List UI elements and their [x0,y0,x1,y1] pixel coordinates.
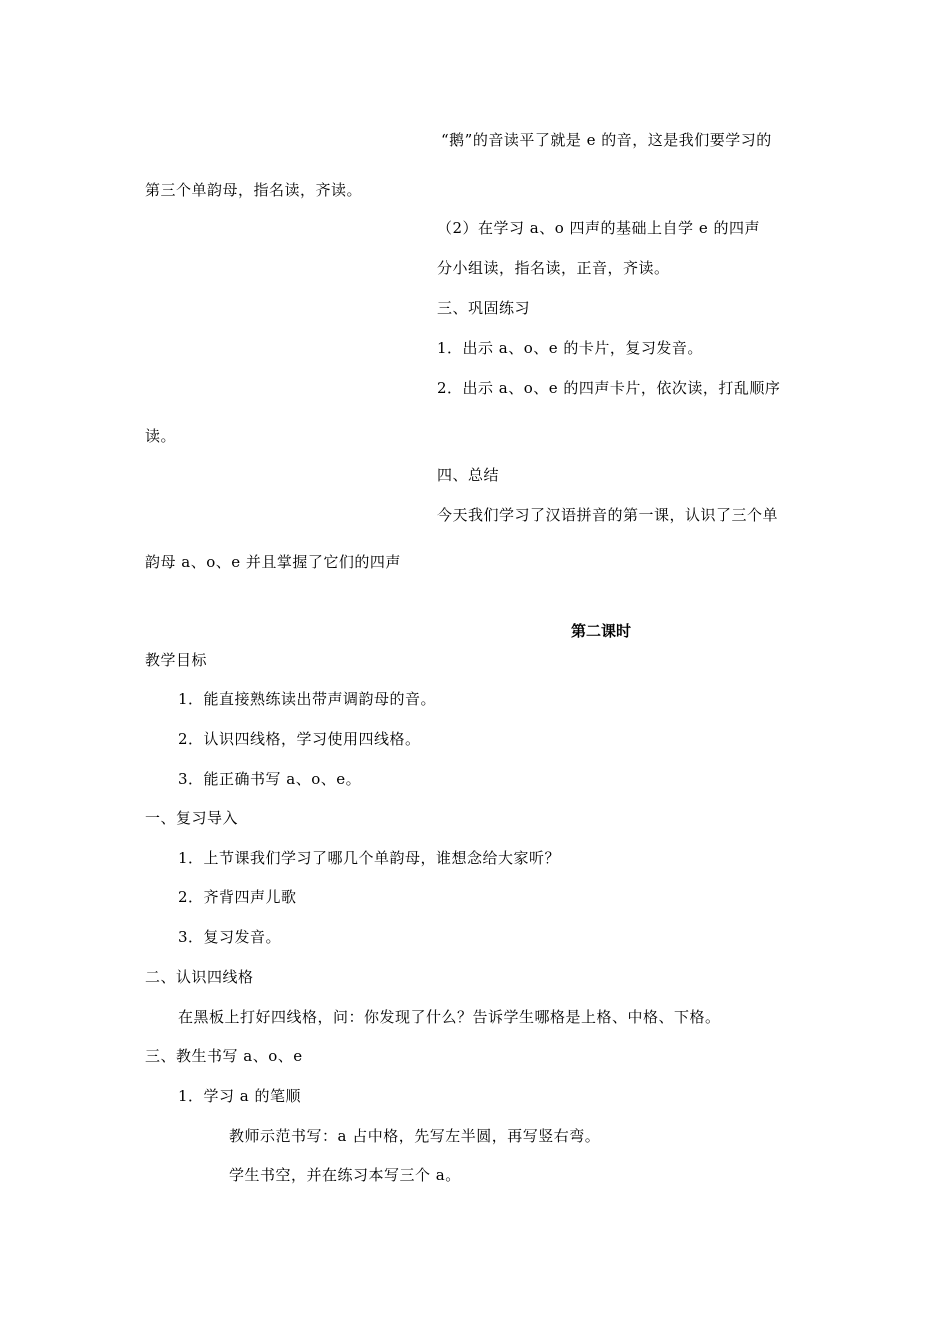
paragraph-line: 分小组读，指名读，正音，齐读。 [437,259,670,277]
section-heading: 三、巩固练习 [437,299,531,317]
list-item: 1．能直接熟练读出带声调韵母的音。 [178,690,437,708]
paragraph-line: 第三个单韵母，指名读，齐读。 [145,181,363,199]
lesson-title: 第二课时 [571,622,632,640]
list-item: 2．认识四线格，学习使用四线格。 [178,730,421,748]
list-item: 2．出示 a、o、e 的四声卡片，依次读，打乱顺序 [437,379,781,397]
list-item: 1．上节课我们学习了哪几个单韵母，谁想念给大家听？ [178,849,561,867]
section-heading: 一、复习导入 [145,809,239,827]
paragraph-line: 在黑板上打好四线格，问：你发现了什么？告诉学生哪格是上格、中格、下格。 [178,1008,721,1026]
list-item: 2．齐背四声儿歌 [178,888,297,906]
paragraph-line: 韵母 a、o、e 并且掌握了它们的四声 [145,553,401,571]
section-heading: 二、认识四线格 [145,968,254,986]
section-heading: 三、教生书写 a、o、e [145,1047,303,1065]
paragraph-line: 学生书空，并在练习本写三个 a。 [229,1166,461,1184]
paragraph-line: 今天我们学习了汉语拼音的第一课，认识了三个单 [437,506,779,524]
list-item: 3．复习发音。 [178,928,282,946]
list-item: 3．能正确书写 a、o、e。 [178,770,362,788]
list-item: 1．出示 a、o、e 的卡片，复习发音。 [437,339,703,357]
section-heading: 教学目标 [145,651,208,669]
list-item: 1．学习 a 的笔顺 [178,1087,302,1105]
section-heading: 四、总结 [437,466,500,484]
paragraph-line: （2）在学习 a、o 四声的基础上自学 e 的四声 [437,219,760,237]
paragraph-line: 教师示范书写：a 占中格，先写左半圆，再写竖右弯。 [229,1127,601,1145]
list-item-continuation: 读。 [145,427,177,445]
paragraph-line: “鹅”的音读平了就是 e 的音，这是我们要学习的 [441,131,772,149]
